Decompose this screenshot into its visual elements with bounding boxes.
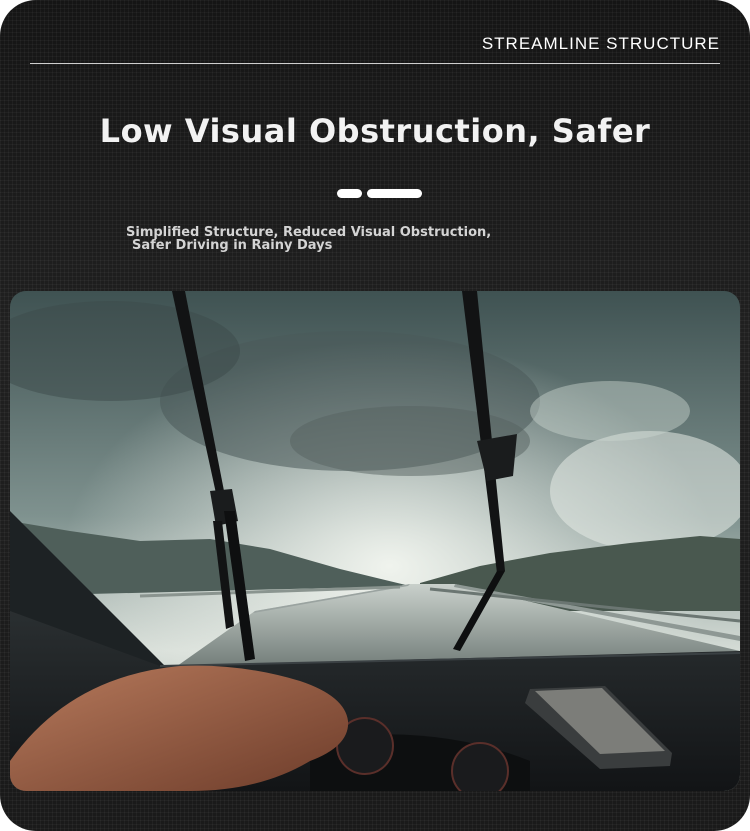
decorative-dash-long (367, 189, 422, 198)
decorative-dash-short (337, 189, 362, 198)
windshield-illustration (10, 291, 740, 791)
feature-description (126, 226, 491, 252)
feature-description-line-2: Safer Driving in Rainy Days (132, 238, 333, 253)
windshield-photo (10, 291, 740, 791)
feature-description-line-1: Simplified Structure, Reduced Visual Obstruction, (126, 225, 492, 240)
feature-headline: Low Visual Obstruction, Safer (99, 112, 651, 150)
section-label: STREAMLINE STRUCTURE (481, 34, 720, 53)
header-divider (30, 63, 720, 64)
